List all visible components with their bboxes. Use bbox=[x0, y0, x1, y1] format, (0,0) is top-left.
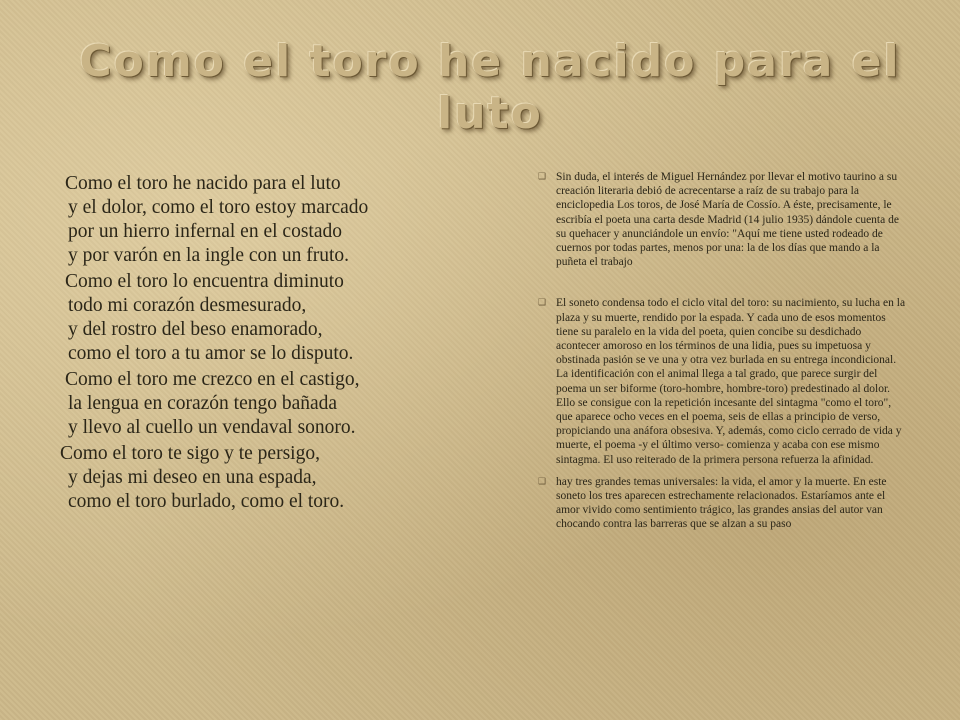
poem-line: Como el toro he nacido para el luto bbox=[65, 173, 341, 194]
poem-line: y por varón en la ingle con un fruto. bbox=[68, 245, 350, 266]
poem-line: y del rostro del beso enamorado, bbox=[68, 319, 323, 340]
square-bullet-icon: ❑ bbox=[538, 172, 547, 182]
poem-stanza bbox=[55, 172, 495, 268]
poem-line: todo mi corazón desmesurado, bbox=[68, 295, 307, 316]
list-item bbox=[538, 170, 908, 269]
poem-line: y dejas mi deseo en una espada, bbox=[68, 467, 317, 488]
list-item bbox=[538, 475, 908, 532]
poem-stanza bbox=[55, 368, 495, 440]
poem-line: Como el toro me crezco en el castigo, bbox=[65, 369, 360, 390]
poem-line: como el toro burlado, como el toro. bbox=[68, 491, 345, 512]
poem-line: y el dolor, como el toro estoy marcado bbox=[68, 197, 369, 218]
commentary-text: hay tres grandes temas universales: la vida, el amor y la muerte. En este soneto los tres aparecen estrechamente relacionados. Estaríamos ante el amor vivido como sentimiento trágico, las grandes ansias del autor van chocando contra las barreras que se alzan a su paso bbox=[556, 475, 887, 531]
poem-line: la lengua en corazón tengo bañada bbox=[68, 393, 338, 414]
list-item bbox=[538, 296, 908, 466]
poem-line: por un hierro infernal en el costado bbox=[68, 221, 342, 242]
poem-line: Como el toro lo encuentra diminuto bbox=[65, 271, 344, 292]
poem-stanza bbox=[55, 442, 495, 514]
commentary-list bbox=[538, 170, 908, 532]
poem-text bbox=[55, 172, 495, 516]
poem-stanza bbox=[55, 270, 495, 366]
commentary-text: Sin duda, el interés de Miguel Hernández por llevar el motivo taurino a su creación literaria debió de acrecentarse a raíz de su trabajo para la enciclopedia Los toros, de José María de Cossío. A éste, precisamente, le escribía el poeta una carta desde Madrid (14 julio 1935) dándole cuenta de su quehacer y anunciándole un envío: "Aquí me tiene usted rodeado de cuernos por todas partes, menos por una: la de los días que mando a la puñeta el trabajo bbox=[556, 171, 899, 269]
square-bullet-icon: ❑ bbox=[538, 298, 547, 309]
poem-line: y llevo al cuello un vendaval sonoro. bbox=[68, 417, 356, 438]
square-bullet-icon: ❑ bbox=[538, 476, 547, 487]
commentary-text: El soneto condensa todo el ciclo vital del toro: su nacimiento, su lucha en la plaza y su muerte, rendido por la espada. Y cada uno de esos momentos tiene su paralelo en la vida del poeta, quien concibe su desdichado acontecer amoroso en los términos de una lidia, pues su impetuosa y obstinada pasión se ve una y otra vez burlada en su entrega incondicional. La identificación con el animal llega a tal grado, que parece surgir del poema un ser biforme (toro-hombre, hombre-toro) predestinado al dolor. Ello se consigue con la repetición incesante del sintagma "como el toro", que aparece ocho veces en el poema, seis de ellas a principio de verso, propiciando una anáfora obsesiva. Y, además, como ciclo cerrado de vida y muerte, el poema -y el último verso- comienza y acaba con ese mismo sintagma. El uso reiterado de la primera persona refuerza la afinidad. bbox=[556, 297, 906, 466]
poem-line: Como el toro te sigo y te persigo, bbox=[60, 443, 320, 464]
poem-line: como el toro a tu amor se lo disputo. bbox=[68, 343, 354, 364]
slide-title: Como el toro he nacido para el luto bbox=[79, 36, 901, 139]
